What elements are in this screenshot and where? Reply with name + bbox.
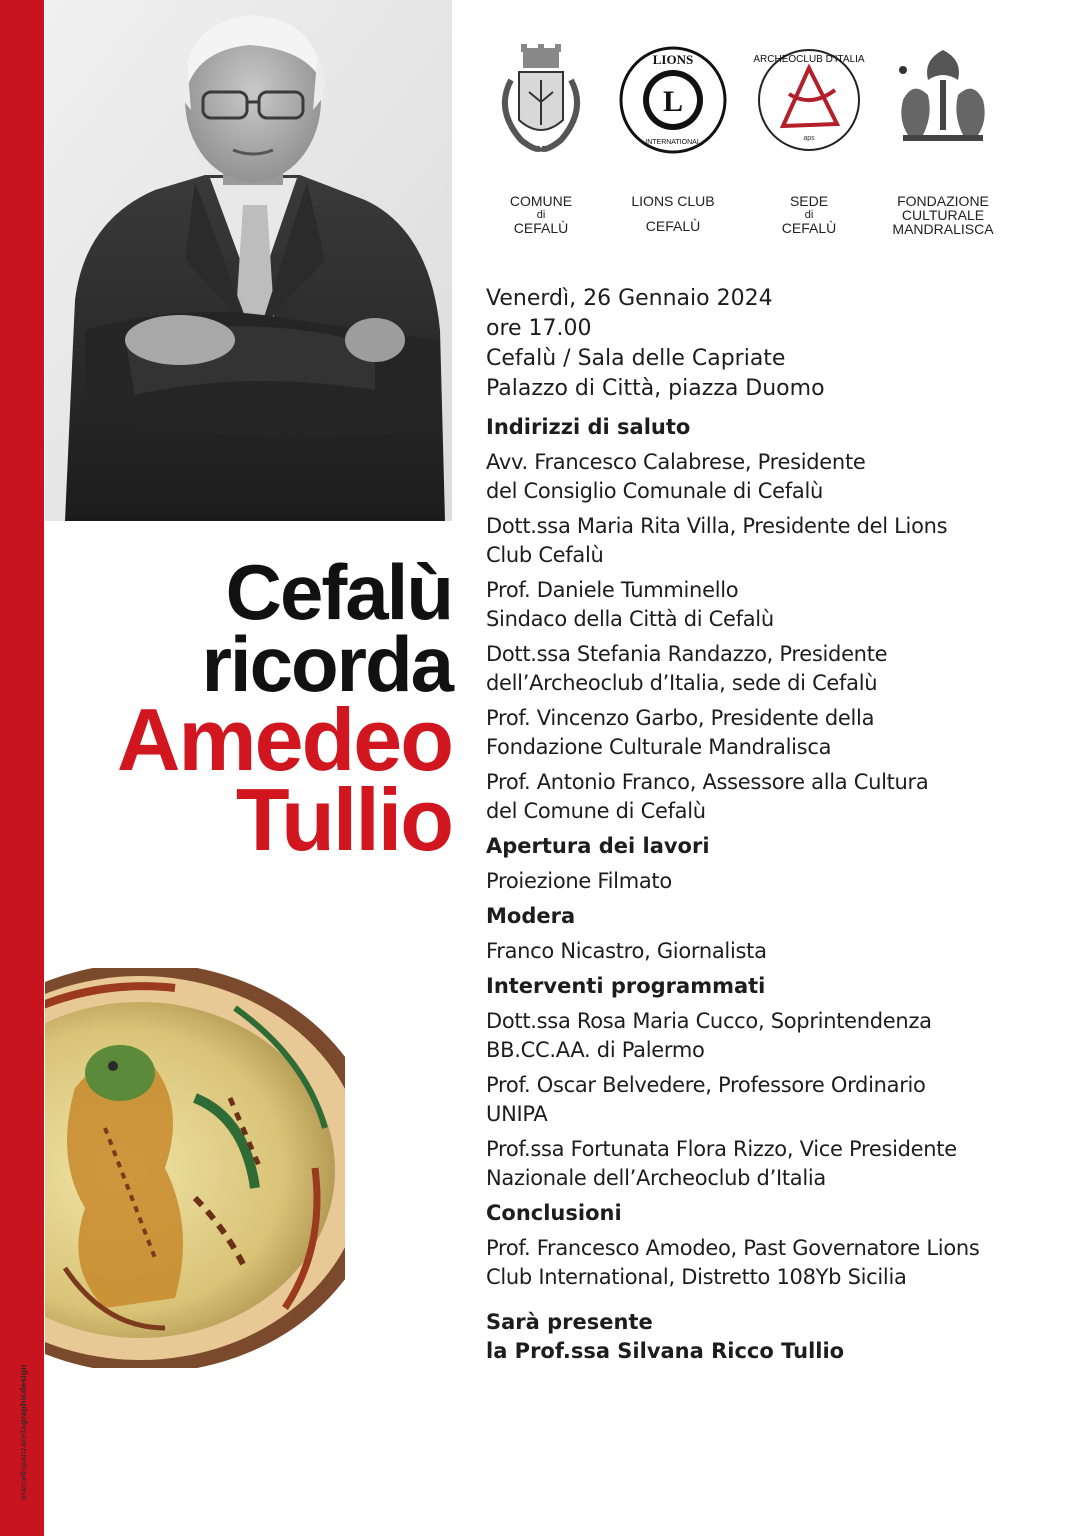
list-item: Prof. Vincenzo Garbo, Presidente della Fondazione Culturale Mandralisca (486, 706, 875, 759)
list-item: Prof. Oscar Belvedere, Professore Ordinario UNIPA (486, 1073, 926, 1126)
title-line-3: Amedeo (116, 690, 452, 789)
title-line-2: ricorda (201, 620, 452, 708)
lions-emblem-icon (613, 40, 733, 160)
section-heading: Interventi programmati (486, 974, 766, 998)
partner-logos (478, 40, 1038, 250)
crest-icon (481, 40, 601, 160)
ceramic-bowl-image (45, 968, 345, 1368)
list-item: Prof.ssa Fortunata Flora Rizzo, Vice Presidente Nazionale dell’Archeoclub d’Italia (486, 1137, 957, 1190)
event-place: Cefalù / Sala delle Capriate (486, 346, 786, 371)
closing-note: Sarà presente la Prof.ssa Silvana Ricco Tullio (486, 1310, 845, 1363)
section-heading: Modera (486, 904, 576, 928)
event-address: Palazzo di Città, piazza Duomo (486, 376, 825, 401)
event-date: Venerdì, 26 Gennaio 2024 (486, 286, 773, 311)
red-side-bar (0, 0, 44, 1536)
title-line-4: Tullio (235, 770, 452, 869)
list-item: Prof. Antonio Franco, Assessore alla Cultura del Comune di Cefalù (486, 770, 929, 823)
event-time: ore 17.00 (486, 316, 592, 341)
archeoclub-emblem-icon (749, 40, 869, 160)
lions-crest-icon (883, 40, 1003, 160)
logo-lions: L LIONS INTERNATIONAL LIONS CLUB CEFALÙ (608, 40, 738, 234)
list-item: Dott.ssa Maria Rita Villa, Presidente del Lions Club Cefalù (486, 514, 948, 567)
svg-text:L: L (662, 85, 684, 118)
list-item: Proiezione Filmato (486, 869, 672, 893)
list-item: Prof. Francesco Amodeo, Past Governatore Lions Club International, Distretto 108Yb Sicilia (486, 1236, 980, 1289)
svg-text:aps: aps (803, 135, 815, 142)
designer-credit: marcellopanzarellagraphicdesign (18, 1364, 28, 1500)
list-item: Franco Nicastro, Giornalista (486, 939, 767, 963)
svg-text:LIONS: LIONS (652, 52, 694, 67)
title-line-1: Cefalù (225, 548, 452, 636)
logo-archeoclub: ARCHEOCLUB D'ITALIA aps SEDE di CEFALÙ (744, 40, 874, 236)
section-heading: Apertura dei lavori (486, 834, 710, 858)
section-heading: Conclusioni (486, 1201, 622, 1225)
section-heading: Indirizzi di saluto (486, 415, 691, 439)
logo-comune: COMUNE di CEFALÙ (476, 40, 606, 236)
list-item: Dott.ssa Stefania Randazzo, Presidente dell’Archeoclub d’Italia, sede di Cefalù (486, 642, 888, 695)
event-info (486, 284, 1056, 404)
svg-text:INTERNATIONAL: INTERNATIONAL (645, 139, 701, 146)
list-item: Dott.ssa Rosa Maria Cucco, Soprintendenza BB.CC.AA. di Palermo (486, 1009, 932, 1062)
svg-text:ARCHEOCLUB D'ITALIA: ARCHEOCLUB D'ITALIA (753, 54, 865, 65)
event-program (486, 284, 1056, 1366)
logo-mandralisca: FONDAZIONE CULTURALE MANDRALISCA (878, 40, 1008, 236)
list-item: Prof. Daniele Tumminello Sindaco della Città di Cefalù (486, 578, 774, 631)
event-title (116, 548, 452, 869)
list-item: Avv. Francesco Calabrese, Presidente del Consiglio Comunale di Cefalù (486, 450, 866, 503)
portrait-photo (45, 0, 452, 521)
